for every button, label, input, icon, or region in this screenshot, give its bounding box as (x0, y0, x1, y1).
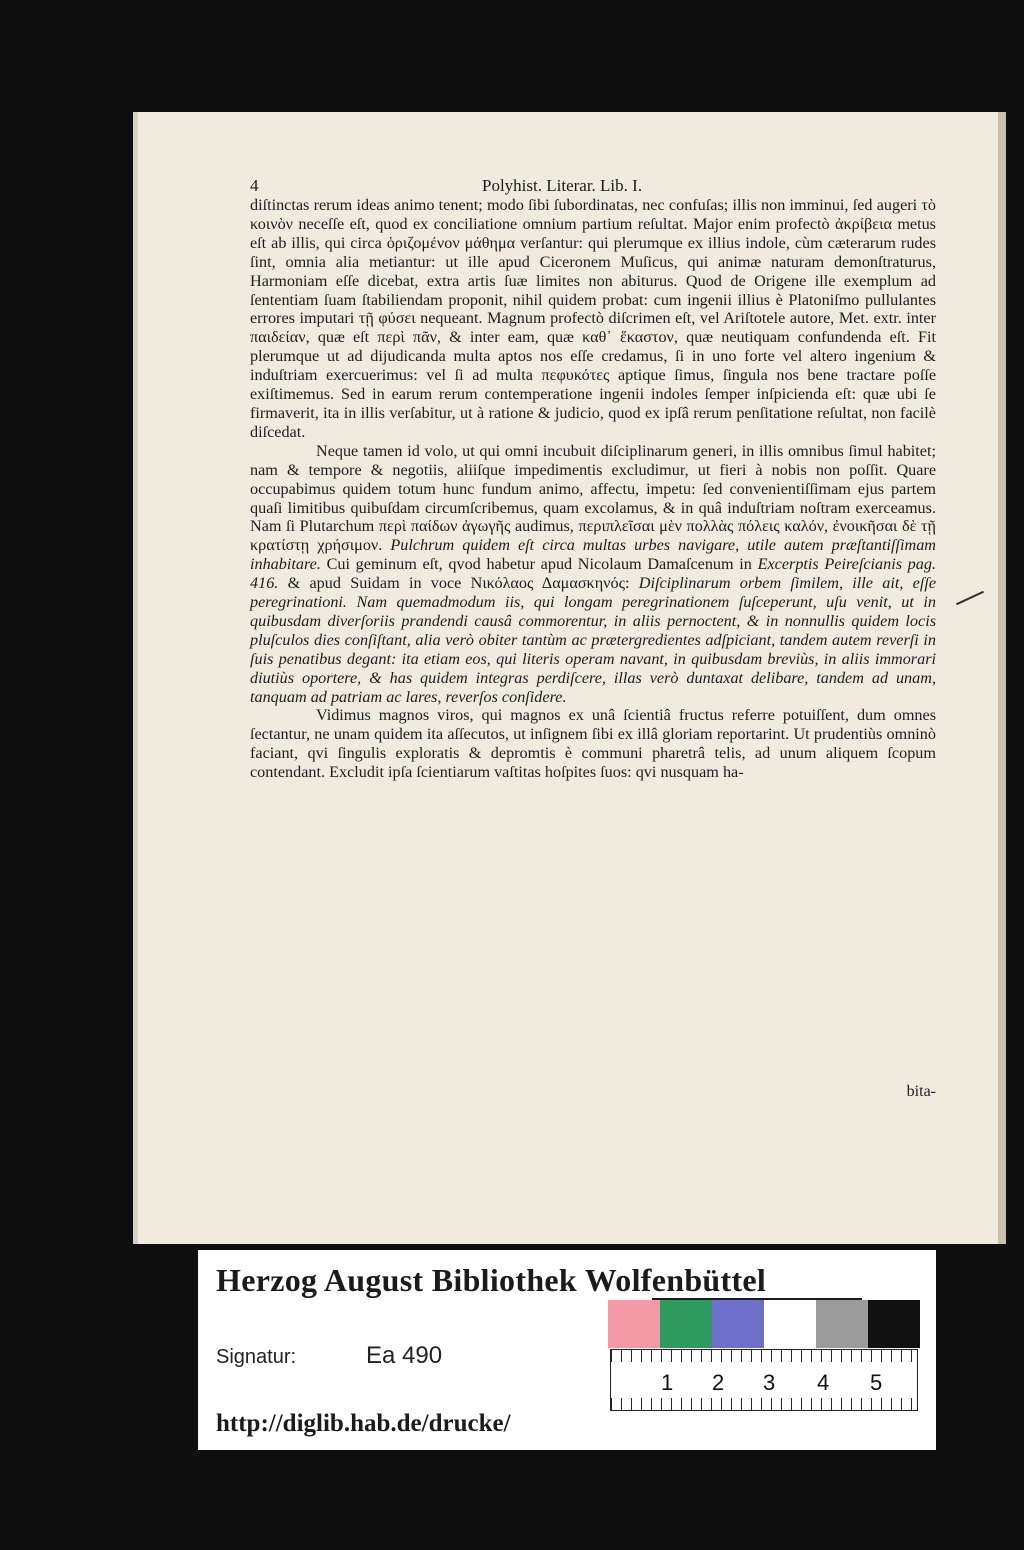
paragraph-2-text: Neque tamen id volo, ut qui omni incubuit diſciplinarum generi, in illis omnibus ſimul habitet; nam & tempore & negotiis, aliiſque impedimentis excludimur, ut fieri à nobis non poſſit. Quare occupabimus quidem totum hunc fundum animo, affectu, impetu: ſed convenientiſſimam ejus partem quaſi limitibus quibuſdam circumſcribemus, quam excolamus, & in quâ induſtriam noſtram exerceamus. Nam ſi Plutarchum περὶ παίδων ἀγωγῆς audimus, περιπλεῖσαι μὲν πολλὰς πόλεις καλόν, ἐνοικῆσαι δὲ τῇ κρατίστῃ χρήσιμον. (250, 441, 936, 555)
scale-ruler (610, 1349, 918, 1411)
catchword: bita- (906, 1083, 936, 1100)
ruler-ticks-top (611, 1350, 917, 1362)
suidas-reference: & apud Suidam in voce Νικόλαος Δαμασκηνός: (287, 574, 630, 593)
italic-quotation: Diſciplinarum orbem ſimilem, ille ait, eſſe peregrinationi. Nam quemadmodum iis, qui longam peregrinationem ſuſceperunt, uſu venit, ut in quibusdam diverſoriis prandendi causâ commorentur, in aliis pernoctent, & in nonnullis quidem locis pluſculos dies conſiſtant, alia verò obiter tantùm ac prætergredientes adſpiciant, tandem autem reverſi in ſuis penatibus degant: ita etiam eos, qui literis operam navant, in quibusdam breviùs, in aliis immorari diutiùs oportere, & has quidem integras perdiſcere, illas verò duntaxat delibare, tandem ad unam, tanquam ad patriam ac lares, reverſos conſidere. (250, 574, 937, 706)
color-swatch (816, 1300, 868, 1348)
color-swatch (712, 1300, 764, 1348)
color-swatch (608, 1300, 660, 1348)
page-edge (998, 112, 1006, 1244)
ruler-number: 1 (661, 1370, 674, 1395)
ruler-number: 4 (817, 1370, 830, 1395)
ruler-ticks-bottom (611, 1398, 917, 1410)
ruler-number: 2 (712, 1370, 725, 1395)
ruler-number: 3 (763, 1370, 776, 1395)
library-url[interactable]: http://diglib.hab.de/drucke/ (216, 1410, 511, 1437)
running-title: Polyhist. Literar. Lib. I. (482, 176, 643, 195)
ruler-number: 5 (870, 1370, 883, 1395)
paragraph-1: diſtinctas rerum ideas animo tenent; modo ſibi ſubordinatas, nec confuſas; illis non imminui, ſed augeri τὸ κοινὸν neceſſe eſt, quod ex conciliatione omnium partium reſultat. Major enim profectò ἀκρίβεια metus eſt ab illis, qui circa ὁριζομένον μάθημα verſantur: qui plerumque ex illius indole, cùm cæterarum rudes ſint, omnia alia metiantur: ut ille apud Ciceronem Muſicus, qui animæ naturam demonſtraturus, Harmoniam eſſe dicebat, extra artis ſuæ limites non abiturus. Quod de Origene ille exemplum ad ſententiam ſuam ſtabiliendam proponit, nihil quidem probat: cum ingenii illius è Platoniſmo pullulantes errores imputari τῇ φύσει nequeant. Magnum profectò diſcrimen eſt, vel Ariſtotele autore, Met. extr. inter παιδείαν, quæ eſt περὶ πᾶν, & inter eam, quæ καθ᾽ ἕκαστον, quæ neutiquam confundenda eſt. Fit plerumque ut ad dijudicanda multa aptos nos eſſe credamus, ſi in uno forte vel altero ingenium & induſtriam exercuerimus: vel ſi ad multa πεφυκότες aptique ſimus, ſingula nos bene tractare poſſe exiſtimemus. Sed in earum rerum contemperatione ingenii indoles ſemper inſpicienda eſt: quæ ubi ſe firmaverit, ita in illis verſabitur, ut à ratione & judicio, quod ex ipſâ rerum penſitatione reſultat, non facilè diſcedat. (250, 196, 936, 441)
body-text (250, 196, 936, 782)
signatur-value: Ea 490 (366, 1342, 443, 1369)
paragraph-2 (250, 442, 936, 707)
page-number: 4 (250, 176, 259, 195)
paragraph-3: Vidimus magnos viros, qui magnos ex unâ ſcientiâ fructus referre potuiſſent, dum omnes ſectantur, ne unam quidem ita aſſecutos, ut inſignem ſibi ex illâ gloriam reportarint. Ut prudentiùs omninò faciant, qvi ſingulis exploratis & depromtis è communi pharetrâ telis, ad unum aliquem ſcopum contendant. Excludit ipſa ſcientiarum vaſtitas hoſpites ſuos: qvi nusquam ha- (250, 706, 936, 782)
after-italic-text: Cui geminum eſt, qvod habetur apud Nicolaum Damaſcenum in (326, 555, 752, 574)
italic-translation: Pulchrum quidem eſt circa multas urbes navigare, utile autem præſtantiſſimam inhabitare. (250, 536, 936, 574)
color-swatch (868, 1300, 920, 1348)
signatur-label: Signatur: (216, 1346, 297, 1368)
library-name: Herzog August Bibliothek Wolfenbüttel (216, 1262, 767, 1298)
reference-excerpts: Excerptis Peireſcianis pag. 416. (250, 555, 937, 593)
color-swatch (764, 1300, 816, 1348)
color-swatch (660, 1300, 712, 1348)
